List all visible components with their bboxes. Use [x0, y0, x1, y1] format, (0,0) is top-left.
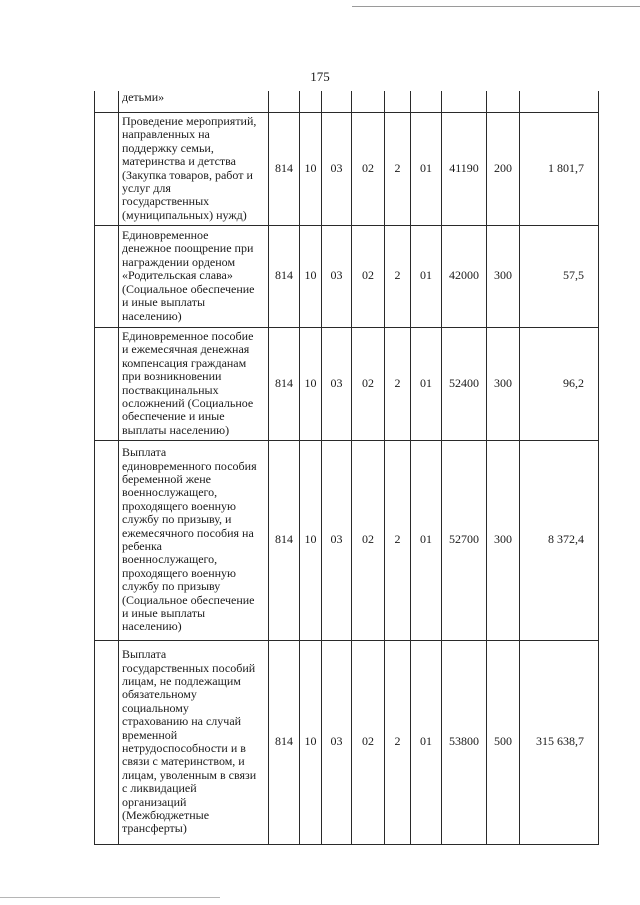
cell-item-name: [119, 112, 269, 225]
cell-subprogram: [385, 91, 411, 112]
item-name-line: страхованию на случай: [122, 714, 242, 729]
cell-ministry-code: [269, 91, 300, 112]
cell-expense-type: 300: [487, 440, 520, 640]
item-name-line: населению): [122, 308, 182, 323]
cell-item-name: [119, 640, 269, 844]
cell-section: 10: [300, 225, 322, 327]
item-name-line: (Социальное обеспечение: [122, 592, 255, 607]
item-name-line: лицам, не подлежащим: [122, 673, 241, 688]
cell-program: 02: [352, 440, 385, 640]
cell-item-name: [119, 327, 269, 440]
cell-main-event: 01: [411, 225, 442, 327]
item-name-line: «Родительская слава»: [122, 268, 233, 283]
cell-blank: [95, 225, 119, 327]
cell-blank: [95, 640, 119, 844]
cell-item-name: [119, 91, 269, 112]
item-name-line: (Межбюджетные: [122, 808, 210, 823]
item-name-line: нетрудоспособности и в: [122, 741, 246, 755]
cell-subsection: 03: [322, 640, 352, 844]
item-name-line: (муниципальных) нужд): [122, 207, 247, 222]
cell-amount: 96,2: [520, 327, 599, 440]
cell-amount: 315 638,7: [520, 640, 599, 844]
cell-expense-type: 300: [487, 225, 520, 327]
cell-subsection: 03: [322, 440, 352, 640]
cell-section: [300, 91, 322, 112]
cell-subprogram: 2: [385, 640, 411, 844]
budget-table: [94, 91, 599, 845]
bottom-scan-rule: [0, 897, 220, 898]
cell-blank: [95, 327, 119, 440]
cell-subprogram: 2: [385, 225, 411, 327]
item-name-line: услуг для: [122, 180, 171, 195]
item-name-line: при возникновении: [122, 369, 222, 384]
cell-ministry-code: 814: [269, 327, 300, 440]
table-row: [95, 640, 599, 844]
item-name-line: поддержку семьи,: [122, 140, 214, 155]
cell-main-event: 01: [411, 440, 442, 640]
cell-subprogram: 2: [385, 440, 411, 640]
table-row: [95, 112, 599, 225]
item-name-line: лицам, уволенным в связи: [122, 767, 257, 782]
cell-expense-type: 500: [487, 640, 520, 844]
cell-program: 02: [352, 225, 385, 327]
item-name-line: службу по призыву: [122, 579, 221, 594]
item-name-line: беременной жене: [122, 471, 211, 486]
cell-expense-direction: 42000: [442, 225, 487, 327]
item-name-line: службу по призыву, и: [122, 512, 232, 527]
item-name-line: и иные выплаты: [122, 606, 206, 621]
item-name-line: и иные выплаты: [122, 295, 206, 310]
item-name-line: единовременного пособия: [122, 458, 257, 473]
item-name-line: Проведение мероприятий,: [122, 113, 257, 128]
cell-expense-direction: 53800: [442, 640, 487, 844]
cell-subsection: 03: [322, 327, 352, 440]
item-name-line: направленных на: [122, 127, 210, 142]
cell-item-name: [119, 225, 269, 327]
item-name-line: проходящего военную: [122, 565, 236, 580]
cell-ministry-code: 814: [269, 225, 300, 327]
cell-blank: [95, 91, 119, 112]
item-name-line: военнослужащего,: [122, 485, 218, 500]
cell-blank: [95, 112, 119, 225]
cell-amount: 1 801,7: [520, 112, 599, 225]
cell-expense-direction: 52700: [442, 440, 487, 640]
item-name-line: Единовременное пособие: [122, 328, 254, 343]
budget-table-body: [95, 91, 599, 844]
item-name-line: трансферты): [122, 821, 187, 836]
item-name-line: населению): [122, 619, 182, 634]
cell-section: 10: [300, 440, 322, 640]
table-row: [95, 327, 599, 440]
cell-program: [352, 91, 385, 112]
item-name-line: обеспечение и иные: [122, 409, 225, 424]
cell-main-event: [411, 91, 442, 112]
page-number: 175: [310, 69, 330, 84]
item-name-line: военнослужащего,: [122, 552, 218, 567]
cell-ministry-code: 814: [269, 112, 300, 225]
item-name-line: временной: [122, 727, 178, 742]
item-name-line: связи с материнством, и: [122, 754, 245, 769]
item-name-line: материнства и детства: [122, 154, 236, 169]
cell-program: 02: [352, 112, 385, 225]
item-name-line: денежное поощрение при: [122, 241, 254, 256]
item-name-line: детьми»: [122, 91, 165, 104]
cell-subprogram: 2: [385, 327, 411, 440]
item-name-line: Выплата: [122, 647, 167, 662]
cell-ministry-code: 814: [269, 640, 300, 844]
cell-item-name: [119, 440, 269, 640]
cell-expense-type: [487, 91, 520, 112]
cell-section: 10: [300, 640, 322, 844]
cell-expense-type: 300: [487, 327, 520, 440]
cell-expense-direction: [442, 91, 487, 112]
cell-subprogram: 2: [385, 112, 411, 225]
item-name-line: Единовременное: [122, 228, 209, 243]
item-name-line: компенсация гражданам: [122, 355, 247, 370]
item-name-line: выплаты населению): [122, 422, 230, 437]
cell-blank: [95, 440, 119, 640]
item-name-line: Выплата: [122, 445, 167, 460]
item-name-line: ребенка: [122, 539, 162, 553]
cell-expense-type: 200: [487, 112, 520, 225]
item-name-line: поствакцинальных: [122, 382, 219, 397]
cell-main-event: 01: [411, 327, 442, 440]
item-name-line: и ежемесячная денежная: [122, 342, 250, 357]
cell-amount: [520, 91, 599, 112]
cell-program: 02: [352, 327, 385, 440]
cell-expense-direction: 52400: [442, 327, 487, 440]
item-name-line: (Закупка товаров, работ и: [122, 167, 253, 182]
item-name-line: организаций: [122, 794, 187, 809]
top-scan-rule: [352, 6, 640, 7]
table-row: [95, 440, 599, 640]
cell-main-event: 01: [411, 640, 442, 844]
cell-amount: 8 372,4: [520, 440, 599, 640]
cell-section: 10: [300, 112, 322, 225]
item-name-line: проходящего военную: [122, 498, 236, 513]
cell-section: 10: [300, 327, 322, 440]
cell-program: 02: [352, 640, 385, 844]
item-name-line: государственных: [122, 194, 210, 209]
item-name-line: с ликвидацией: [122, 781, 197, 796]
item-name-line: социальному: [122, 700, 189, 715]
item-name-line: ежемесячного пособия на: [122, 525, 254, 540]
item-name-line: награждении орденом: [122, 254, 236, 269]
cell-main-event: 01: [411, 112, 442, 225]
cell-expense-direction: 41190: [442, 112, 487, 225]
cell-subsection: 03: [322, 225, 352, 327]
cell-amount: 57,5: [520, 225, 599, 327]
item-name-line: (Социальное обеспечение: [122, 281, 255, 296]
table-row-continued: [95, 91, 599, 112]
table-row: [95, 225, 599, 327]
item-name-line: государственных пособий: [122, 660, 256, 675]
cell-subsection: 03: [322, 112, 352, 225]
cell-subsection: [322, 91, 352, 112]
item-name-line: обязательному: [122, 687, 197, 702]
item-name-line: осложнений (Социальное: [122, 395, 254, 410]
cell-ministry-code: 814: [269, 440, 300, 640]
